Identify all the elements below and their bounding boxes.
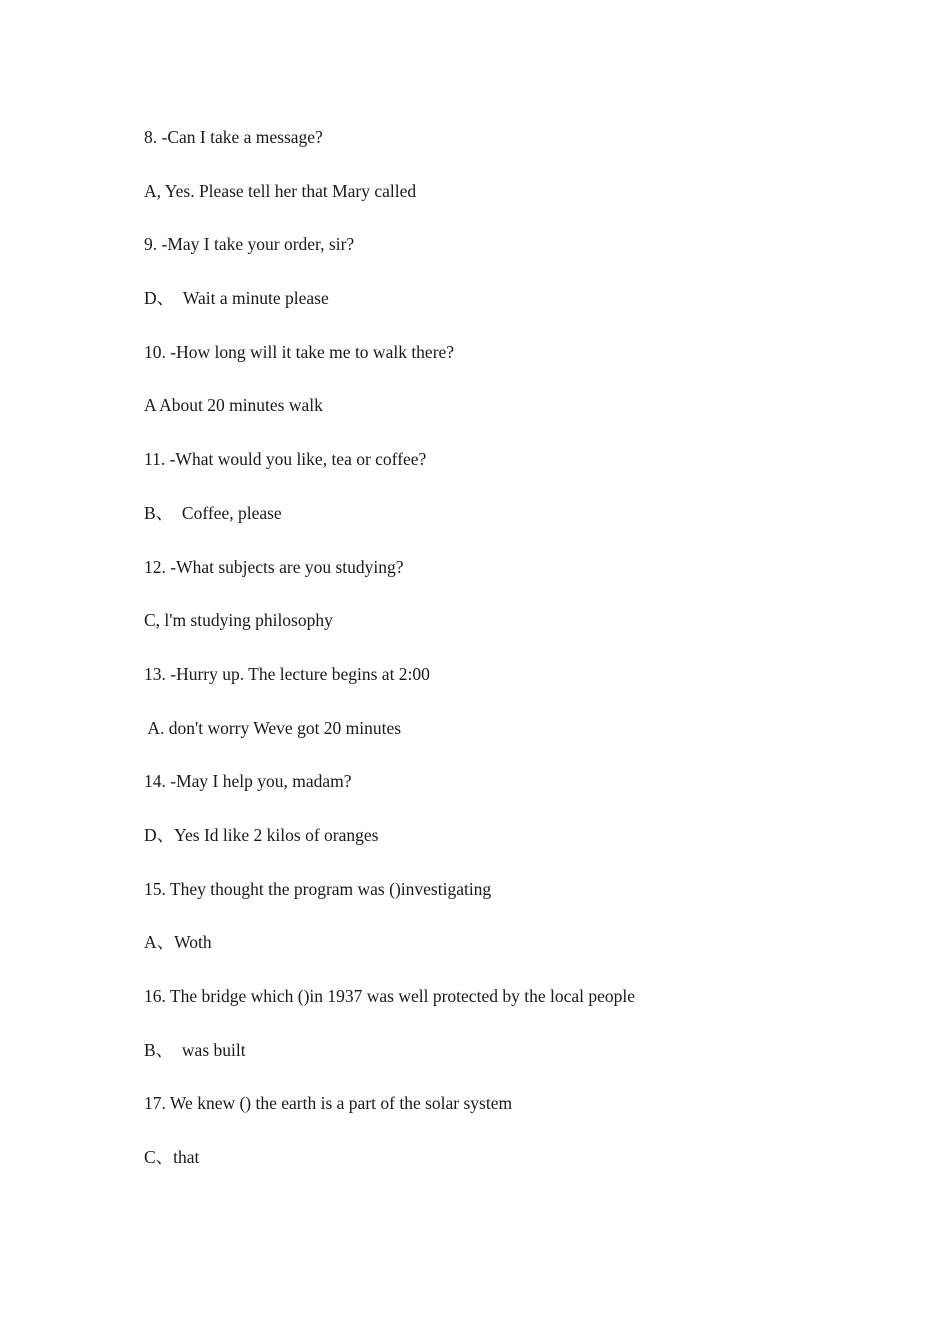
answer-12: C, l'm studying philosophy bbox=[144, 610, 333, 631]
answer-14: D、Yes Id like 2 kilos of oranges bbox=[144, 824, 379, 845]
answer-15: A、Woth bbox=[144, 932, 212, 953]
question-12: 12. -What subjects are you studying? bbox=[144, 556, 404, 577]
answer-11: B、 Coffee, please bbox=[144, 502, 282, 523]
question-list bbox=[144, 124, 864, 1198]
question-8: 8. -Can I take a message? bbox=[144, 127, 323, 147]
question-15: 15. They thought the program was ()investigating bbox=[144, 878, 492, 899]
question-13: 13. -Hurry up. The lecture begins at 2:00 bbox=[144, 663, 430, 684]
question-16: 16. The bridge which ()in 1937 was well protected by the local people bbox=[144, 986, 635, 1006]
answer-10: A About 20 minutes walk bbox=[144, 395, 323, 416]
question-14: 14. -May I help you, madam? bbox=[144, 771, 352, 792]
answer-16: B、 was built bbox=[144, 1039, 246, 1060]
question-11: 11. -What would you like, tea or coffee? bbox=[144, 449, 427, 470]
answer-13: A. don't worry Weve got 20 minutes bbox=[144, 717, 402, 738]
answer-17: C、that bbox=[144, 1147, 200, 1168]
question-17: 17. We knew () the earth is a part of the solar system bbox=[144, 1093, 513, 1114]
answer-9: D、 Wait a minute please bbox=[144, 288, 329, 309]
question-10: 10. -How long will it take me to walk there? bbox=[144, 341, 455, 362]
answer-8: A, Yes. Please tell her that Mary called bbox=[144, 180, 417, 201]
question-9: 9. -May I take your order, sir? bbox=[144, 234, 355, 255]
